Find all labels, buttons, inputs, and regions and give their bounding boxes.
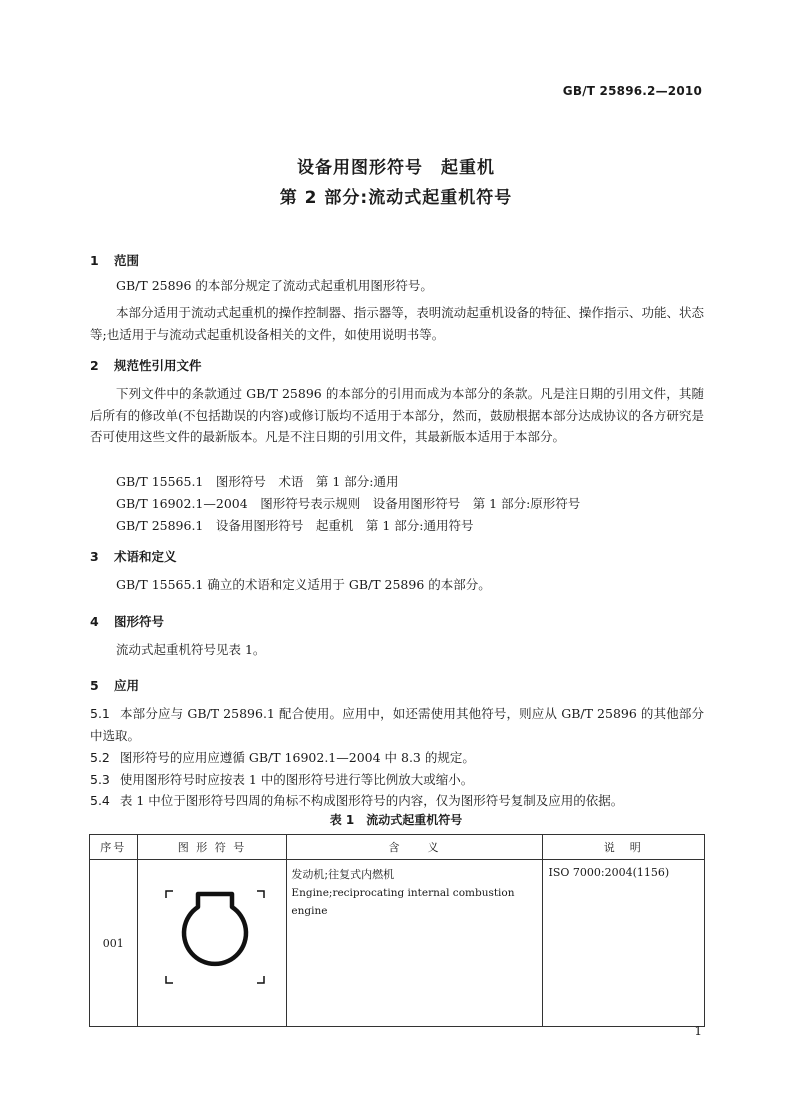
cell-meaning [287, 860, 542, 1027]
document-title-line1: 设备用图形符号 起重机 [297, 158, 495, 178]
section-1-para-1: GB/T 25896 的本部分规定了流动式起重机用图形符号。 [116, 278, 433, 293]
clause-text: 使用图形符号时应按表 1 中的图形符号进行等比例放大或缩小。 [119, 772, 474, 787]
clause-text: 表 1 中位于图形符号四周的角标不构成图形符号的内容，仅为图形符号复制及应用的依据。 [119, 793, 624, 808]
document-title-line2: 第 2 部分:流动式起重机符号 [279, 188, 513, 208]
section-title: 规范性引用文件 [114, 358, 202, 373]
table-header-row [90, 835, 705, 860]
normative-reference: GB/T 15565.1 图形符号 术语 第 1 部分:通用 [116, 474, 399, 489]
header-no: 序号 [90, 835, 138, 860]
header-symbol: 图 形 符 号 [137, 835, 287, 860]
section-4-para-1: 流动式起重机符号见表 1。 [116, 642, 266, 657]
section-2-para-1: 下列文件中的条款通过 GB/T 25896 的本部分的引用而成为本部分的条款。凡是注日期的引用文件，其随后所有的修改单(不包括勘误的内容)或修订版均不适用于本部分，然而，鼓励根据本部分达成协议的各方研究是否可使用这些文件的最新版本。凡是不注日期的引用文件，其最新版本适用于本部分。 [90, 386, 704, 444]
standard-number: GB/T 25896.2—2010 [562, 84, 702, 98]
section-2-heading [90, 356, 202, 374]
section-number: 4 [90, 614, 99, 629]
symbol-table [89, 834, 705, 1027]
section-number: 2 [90, 358, 99, 373]
clause-5-1 [90, 703, 704, 746]
clause-number: 5.4 [90, 793, 110, 808]
cell-description: ISO 7000:2004(1156) [542, 860, 704, 1027]
clause-number: 5.3 [90, 772, 110, 787]
cell-no: 001 [90, 860, 138, 1027]
normative-reference: GB/T 16902.1—2004 图形符号表示规则 设备用图形符号 第 1 部分:原形符号 [116, 496, 581, 511]
normative-reference: GB/T 25896.1 设备用图形符号 起重机 第 1 部分:通用符号 [116, 518, 474, 533]
section-5-heading [90, 676, 139, 694]
section-title: 术语和定义 [114, 549, 177, 564]
section-number: 5 [90, 678, 99, 693]
section-title: 范围 [114, 253, 140, 268]
section-number: 3 [90, 549, 99, 564]
clause-text: 本部分应与 GB/T 25896.1 配合使用。应用中，如还需使用其他符号，则应从 GB/T 25896 的其他部分中选取。 [90, 706, 704, 743]
engine-symbol-icon [139, 861, 285, 1015]
section-title: 应用 [114, 678, 140, 693]
meaning-english: Engine;reciprocating internal combustion engine [291, 887, 515, 917]
clause-number: 5.1 [90, 706, 110, 721]
clause-text: 图形符号的应用应遵循 GB/T 16902.1—2004 中 8.3 的规定。 [119, 750, 475, 765]
cell-symbol [137, 860, 287, 1027]
section-number: 1 [90, 253, 99, 268]
section-4-heading [90, 612, 164, 630]
section-3-heading [90, 547, 177, 565]
table-caption: 表 1 流动式起重机符号 [329, 813, 463, 827]
page-number: 1 [694, 1024, 702, 1038]
section-3-para-1: GB/T 15565.1 确立的术语和定义适用于 GB/T 25896 的本部分。 [116, 577, 491, 592]
clause-5-2 [90, 747, 704, 769]
section-1-para-2: 本部分适用于流动式起重机的操作控制器、指示器等，表明流动起重机设备的特征、操作指示、功能、状态等;也适用于与流动式起重机设备相关的文件，如使用说明书等。 [90, 305, 704, 342]
table-row [90, 860, 705, 1027]
header-meaning: 含 义 [287, 835, 542, 860]
clause-5-4 [90, 790, 704, 812]
clause-5-3 [90, 769, 704, 791]
header-description: 说 明 [542, 835, 704, 860]
clause-number: 5.2 [90, 750, 110, 765]
meaning-chinese: 发动机;往复式内燃机 [291, 868, 395, 881]
section-title: 图形符号 [114, 614, 165, 629]
section-1-heading [90, 251, 139, 269]
